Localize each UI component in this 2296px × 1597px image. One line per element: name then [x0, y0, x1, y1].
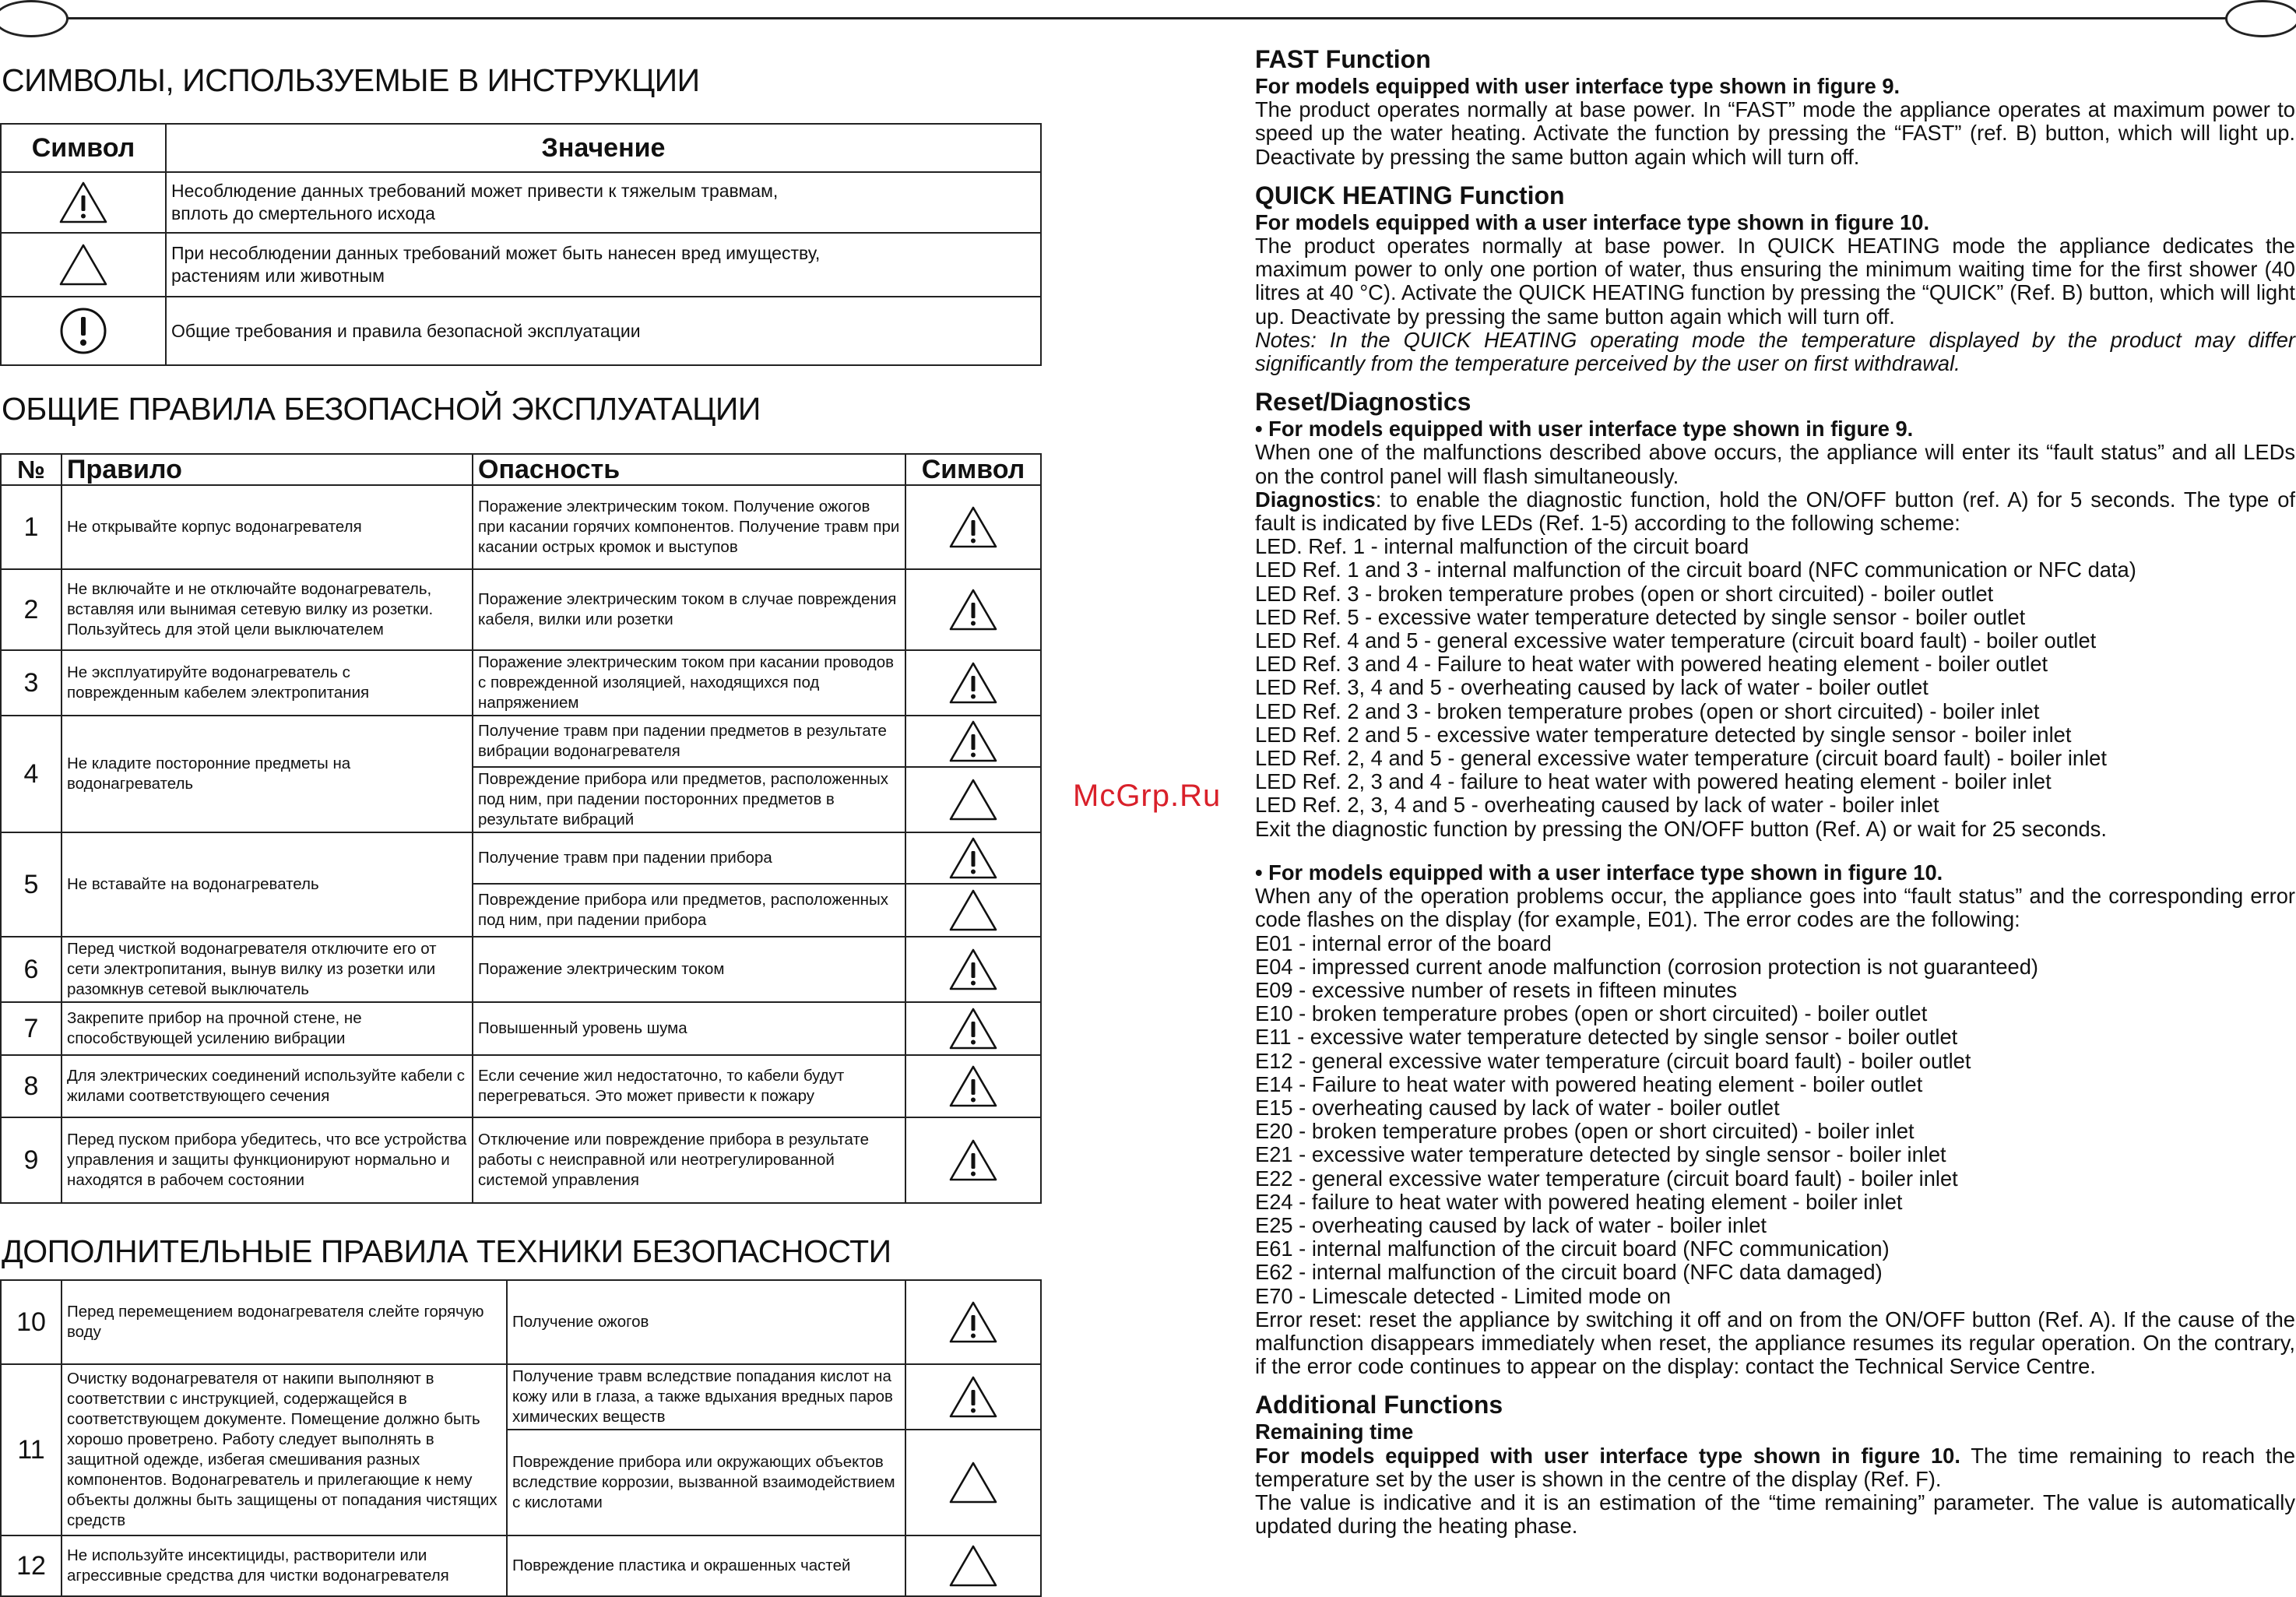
warning-triangle-icon	[948, 1375, 998, 1419]
led-item: LED Ref. 2 and 3 - broken temperature probes (open or short circuited) - boiler inlet	[1255, 698, 2040, 723]
error-code-item: E09 - excessive number of resets in fifteen minutes	[1255, 977, 1738, 1002]
error-code-item: E04 - impressed current anode malfunction (corrosion protection is not guaranteed)	[1255, 954, 2038, 979]
page-corner-oval-right	[2225, 0, 2296, 37]
rule-text: Для электрических соединений используйте кабели с жилами соответствующего сечения	[62, 1055, 473, 1117]
danger-text: Повреждение прибора или предметов, расположенных под ним, при падении прибора	[473, 884, 905, 937]
symbol-cell	[1, 172, 166, 233]
remaining-time-note: The value is indicative and it is an estimation of the “time remaining” parameter. The value is automatically updated during the heating phase.	[1255, 1490, 2295, 1539]
diagnostics-label: Diagnostics	[1255, 487, 1376, 512]
danger-symbol	[905, 485, 1041, 569]
warning-triangle-icon	[948, 836, 998, 880]
table-row	[1, 650, 1041, 716]
danger-symbol	[905, 1430, 1041, 1535]
symbols-row	[1, 233, 1041, 297]
led-item: LED Ref. 4 and 5 - general excessive water temperature (circuit board fault) - boiler outlet	[1255, 628, 2097, 653]
danger-text: Повреждение пластика и окрашенных частей	[507, 1535, 905, 1596]
danger-symbol	[905, 650, 1041, 716]
warning-triangle-icon	[948, 948, 998, 991]
led-item: LED Ref. 3, 4 and 5 - overheating caused by lack of water - boiler outlet	[1255, 675, 1929, 700]
led-item: LED Ref. 3 - broken temperature probes (open or short circuited) - boiler outlet	[1255, 581, 1994, 606]
danger-text: Получение травм при падении прибора	[473, 832, 905, 884]
remaining-time-subtitle: Remaining time	[1255, 1419, 1414, 1444]
danger-symbol	[905, 1117, 1041, 1203]
rule-text: Не открывайте корпус водонагревателя	[62, 485, 473, 569]
additional-rules-title: ДОПОЛНИТЕЛЬНЫЕ ПРАВИЛА ТЕХНИКИ БЕЗОПАСНОСТИ	[2, 1233, 891, 1269]
watermark: McGrp.Ru	[1073, 779, 1222, 813]
general-header-rule: Правило	[62, 454, 473, 485]
error-code-item: E20 - broken temperature probes (open or short circuited) - boiler inlet	[1255, 1119, 1915, 1144]
top-border-line	[0, 17, 2296, 19]
table-row	[1, 1364, 1041, 1430]
danger-symbol	[905, 832, 1041, 884]
rule-number: 8	[1, 1055, 62, 1117]
danger-symbol	[905, 1280, 1041, 1364]
led-item: LED Ref. 5 - excessive water temperature detected by single sensor - boiler outlet	[1255, 604, 2026, 629]
reset-subtitle-fig9: • For models equipped with user interface type shown in figure 9.	[1255, 417, 1914, 441]
danger-text: Повреждение прибора или предметов, расположенных под ним, при падении посторонних предметов в результате вибраций	[473, 767, 905, 832]
led-item: LED Ref. 3 and 4 - Failure to heat water with powered heating element - boiler outlet	[1255, 652, 2048, 677]
rule-text: Не вставайте на водонагреватель	[62, 832, 473, 937]
triangle-icon	[948, 1461, 998, 1504]
fast-title: FAST Function	[1255, 45, 1431, 73]
fast-subtitle: For models equipped with user interface type shown in figure 9.	[1255, 74, 1900, 98]
symbols-header-symbol: Символ	[1, 124, 166, 172]
danger-text: Получение ожогов	[507, 1280, 905, 1364]
rule-text: Перед перемещением водонагревателя слейте горячую воду	[62, 1280, 507, 1364]
error-code-item: E14 - Failure to heat water with powered heating element - boiler outlet	[1255, 1071, 1923, 1096]
rule-number: 1	[1, 485, 62, 569]
table-row	[1, 485, 1041, 569]
rule-number: 11	[1, 1364, 62, 1535]
error-code-item: E70 - Limescale detected - Limited mode on	[1255, 1283, 1672, 1308]
warning-triangle-icon	[948, 1300, 998, 1344]
error-code-item: E21 - excessive water temperature detected by single sensor - boiler inlet	[1255, 1142, 1946, 1167]
danger-symbol	[905, 716, 1041, 767]
danger-text: Поражение электрическим током	[473, 937, 905, 1002]
rule-number: 12	[1, 1535, 62, 1596]
error-code-item: E10 - broken temperature probes (open or short circuited) - boiler outlet	[1255, 1001, 1928, 1026]
error-code-item: E12 - general excessive water temperature (circuit board fault) - boiler outlet	[1255, 1048, 1971, 1073]
additional-rules-table	[0, 1279, 1042, 1597]
error-code-item: E24 - failure to heat water with powered heating element - boiler inlet	[1255, 1189, 1903, 1214]
triangle-icon	[58, 243, 108, 287]
danger-text: Поражение электрическим током в случае повреждения кабеля, вилки или розетки	[473, 569, 905, 650]
danger-symbol	[905, 1055, 1041, 1117]
led-item: LED Ref. 2, 3 and 4 - failure to heat water with powered heating element - boiler inlet	[1255, 769, 2052, 794]
danger-symbol	[905, 767, 1041, 832]
symbols-title: СИМВОЛЫ, ИСПОЛЬЗУЕМЫЕ В ИНСТРУКЦИИ	[2, 62, 700, 98]
diagnostics-paragraph	[1255, 488, 2295, 535]
warning-triangle-icon	[948, 1007, 998, 1050]
rule-text: Не используйте инсектициды, растворители или агрессивные средства для чистки водонагревателя	[62, 1535, 507, 1596]
error-code-item: E62 - internal malfunction of the circuit board (NFC data damaged)	[1255, 1260, 1883, 1285]
diagnostics-text: : to enable the diagnostic function, hold the ON/OFF button (ref. A) for 5 seconds. The type of fault is indicated by five LEDs (Ref. 1-5) according to the following scheme:	[1255, 487, 2295, 536]
warning-triangle-icon	[948, 719, 998, 763]
symbols-row	[1, 172, 1041, 233]
symbol-meaning: Несоблюдение данных требований может привести к тяжелым травмам, вплоть до смертельного исхода	[166, 172, 1041, 233]
page-corner-oval-left	[0, 0, 69, 37]
symbols-table	[0, 123, 1042, 366]
error-code-item: E22 - general excessive water temperature (circuit board fault) - boiler inlet	[1255, 1166, 1958, 1191]
remaining-time-lead: For models equipped with user interface type shown in figure 10.	[1255, 1443, 1960, 1468]
table-row	[1, 1055, 1041, 1117]
error-code-item: E61 - internal malfunction of the circuit board (NFC communication)	[1255, 1236, 1890, 1261]
triangle-icon	[948, 1544, 998, 1588]
led-item: LED Ref. 2, 3, 4 and 5 - overheating caused by lack of water - boiler inlet	[1255, 793, 1939, 818]
symbols-header-meaning: Значение	[166, 124, 1041, 172]
rule-text: Перед чисткой водонагревателя отключите его от сети электропитания, вынув вилку из розетки или разомкнув сетевой выключатель	[62, 937, 473, 1002]
rule-text: Закрепите прибор на прочной стене, не способствующей усилению вибрации	[62, 1002, 473, 1055]
danger-text: Повышенный уровень шума	[473, 1002, 905, 1055]
table-row	[1, 1117, 1041, 1203]
led-item: LED. Ref. 1 - internal malfunction of the circuit board	[1255, 534, 1749, 559]
danger-symbol	[905, 1535, 1041, 1596]
quick-note: Notes: In the QUICK HEATING operating mode the temperature displayed by the product may differ significantly from the temperature perceived by the user on first withdrawal.	[1255, 327, 2295, 376]
additional-functions-title: Additional Functions	[1255, 1391, 1503, 1419]
reset-intro: When one of the malfunctions described above occurs, the appliance will enter its “fault status” and all LEDs on the control panel will flash simultaneously.	[1255, 440, 2295, 488]
danger-symbol	[905, 937, 1041, 1002]
table-row	[1, 716, 1041, 767]
led-item: LED Ref. 2 and 5 - excessive water temperature detected by single sensor - boiler inlet	[1255, 722, 2072, 747]
danger-text: Если сечение жил недостаточно, то кабели будут перегреваться. Это может привести к пожару	[473, 1055, 905, 1117]
reset-title: Reset/Diagnostics	[1255, 388, 1471, 417]
led-item: LED Ref. 2, 4 and 5 - general excessive water temperature (circuit board fault) - boiler inlet	[1255, 746, 2107, 771]
rule-number: 4	[1, 716, 62, 832]
right-page	[1255, 44, 2295, 1538]
table-row	[1, 1280, 1041, 1364]
table-row	[1, 1002, 1041, 1055]
warning-triangle-icon	[948, 588, 998, 631]
general-rules-title: ОБЩИЕ ПРАВИЛА БЕЗОПАСНОЙ ЭКСПЛУАТАЦИИ	[2, 391, 761, 427]
warning-triangle-icon	[948, 1064, 998, 1108]
error-reset-paragraph: Error reset: reset the appliance by switching it off and on from the ON/OFF button (Ref. A). If the cause of the malfunction disappears immediately when reset, the appliance resumes its regular operation. On the contrary, if the error code continues to appear on the display: contact the Technical Service Centre.	[1255, 1307, 2295, 1379]
table-row	[1, 1535, 1041, 1596]
rule-text: Очистку водонагревателя от накипи выполняют в соответствии с инструкцией, содержащейся в соответствующем документе. Помещение должно быть хорошо проветрено. Работу следует выполнять в защитной одежде, избегая смешивания разных компонентов. Водонагреватель и прилегающие к нему объекты должны быть защищены от попадания чистящих средств	[62, 1364, 507, 1535]
warning-triangle-icon	[58, 181, 108, 224]
triangle-icon	[948, 888, 998, 932]
warning-triangle-icon	[948, 661, 998, 705]
rule-text: Не включайте и не отключайте водонагреватель, вставляя или вынимая сетевую вилку из розетки. Пользуйтесь для этой цели выключателем	[62, 569, 473, 650]
remaining-time-paragraph	[1255, 1444, 2295, 1491]
led-item: Exit the diagnostic function by pressing the ON/OFF button (Ref. A) or wait for 25 seconds.	[1255, 816, 2107, 841]
table-row	[1, 937, 1041, 1002]
symbol-cell	[1, 233, 166, 297]
led-list	[1255, 535, 2295, 841]
error-code-item: E15 - overheating caused by lack of water - boiler outlet	[1255, 1095, 1780, 1120]
error-code-item: E01 - internal error of the board	[1255, 930, 1552, 955]
led-item: LED Ref. 1 and 3 - internal malfunction of the circuit board (NFC communication or NFC data)	[1255, 558, 2136, 582]
error-codes-intro: When any of the operation problems occur, the appliance goes into “fault status” and the corresponding error code flashes on the display (for example, E01). The error codes are the following:	[1255, 884, 2295, 932]
fast-body: The product operates normally at base power. In “FAST” mode the appliance operates at maximum power to speed up the water heating. Activate the function by pressing the “FAST” (ref. B) button, which will light up. Deactivate by pressing the same button again which will turn off.	[1255, 97, 2295, 169]
rule-text: Не кладите посторонние предметы на водонагреватель	[62, 716, 473, 832]
rule-number: 7	[1, 1002, 62, 1055]
danger-symbol	[905, 1002, 1041, 1055]
general-rules-table	[0, 453, 1042, 1204]
rule-text: Не эксплуатируйте водонагреватель с поврежденным кабелем электропитания	[62, 650, 473, 716]
quick-subtitle: For models equipped with a user interface type shown in figure 10.	[1255, 209, 1930, 234]
danger-text: Отключение или повреждение прибора в результате работы с неисправной или неотрегулированной системой управления	[473, 1117, 905, 1203]
quick-title: QUICK HEATING Function	[1255, 181, 1565, 209]
general-header-symbol: Символ	[905, 454, 1041, 485]
table-row	[1, 569, 1041, 650]
rule-number: 9	[1, 1117, 62, 1203]
danger-text: Повреждение прибора или окружающих объектов вследствие коррозии, вызванной взаимодействием с кислотами	[507, 1430, 905, 1535]
table-row	[1, 832, 1041, 884]
info-circle-icon	[58, 306, 108, 356]
danger-text: Поражение электрическим током при касании проводов с поврежденной изоляцией, находящихся под напряжением	[473, 650, 905, 716]
danger-symbol	[905, 884, 1041, 937]
rule-text: Перед пуском прибора убедитесь, что все устройства управления и защиты функционируют нормально и находятся в рабочем состоянии	[62, 1117, 473, 1203]
danger-symbol	[905, 569, 1041, 650]
rule-number: 6	[1, 937, 62, 1002]
symbol-meaning: Общие требования и правила безопасной эксплуатации	[166, 297, 1041, 365]
rule-number: 3	[1, 650, 62, 716]
symbols-row	[1, 297, 1041, 365]
error-code-item: E25 - overheating caused by lack of water - boiler inlet	[1255, 1212, 1767, 1237]
danger-text: Получение травм вследствие попадания кислот на кожу или в глаза, а также вдыхания вредных паров химических веществ	[507, 1364, 905, 1430]
danger-text: Поражение электрическим током. Получение ожогов при касании горячих компонентов. Получение травм при касании острых кромок и выступов	[473, 485, 905, 569]
warning-triangle-icon	[948, 505, 998, 549]
symbol-cell	[1, 297, 166, 365]
general-header-danger: Опасность	[473, 454, 905, 485]
rule-number: 10	[1, 1280, 62, 1364]
error-code-item: E11 - excessive water temperature detected by single sensor - boiler outlet	[1255, 1025, 1958, 1050]
danger-text: Получение травм при падении предметов в результате вибрации водонагревателя	[473, 716, 905, 767]
reset-subtitle-fig10: • For models equipped with a user interface type shown in figure 10.	[1255, 860, 1943, 885]
symbol-meaning: При несоблюдении данных требований может быть нанесен вред имуществу, растениям или животным	[166, 233, 1041, 297]
danger-symbol	[905, 1364, 1041, 1430]
warning-triangle-icon	[948, 1138, 998, 1182]
rule-number: 2	[1, 569, 62, 650]
error-code-list	[1255, 932, 2295, 1308]
rule-number: 5	[1, 832, 62, 937]
remaining-time-body: The time remaining to reach the temperature set by the user is shown in the centre of the display (Ref. F).	[1255, 1443, 2296, 1491]
general-header-number: №	[1, 454, 62, 485]
quick-body: The product operates normally at base power. In QUICK HEATING mode the appliance dedicates the maximum power to only one portion of water, thus ensuring the minimum waiting time for the first shower (40 litres at 40 °C). Activate the QUICK HEATING function by pressing the “QUICK” (Ref. B) button, which will light up. Deactivate by pressing the same button again which will turn off.	[1255, 234, 2295, 329]
triangle-icon	[948, 778, 998, 821]
